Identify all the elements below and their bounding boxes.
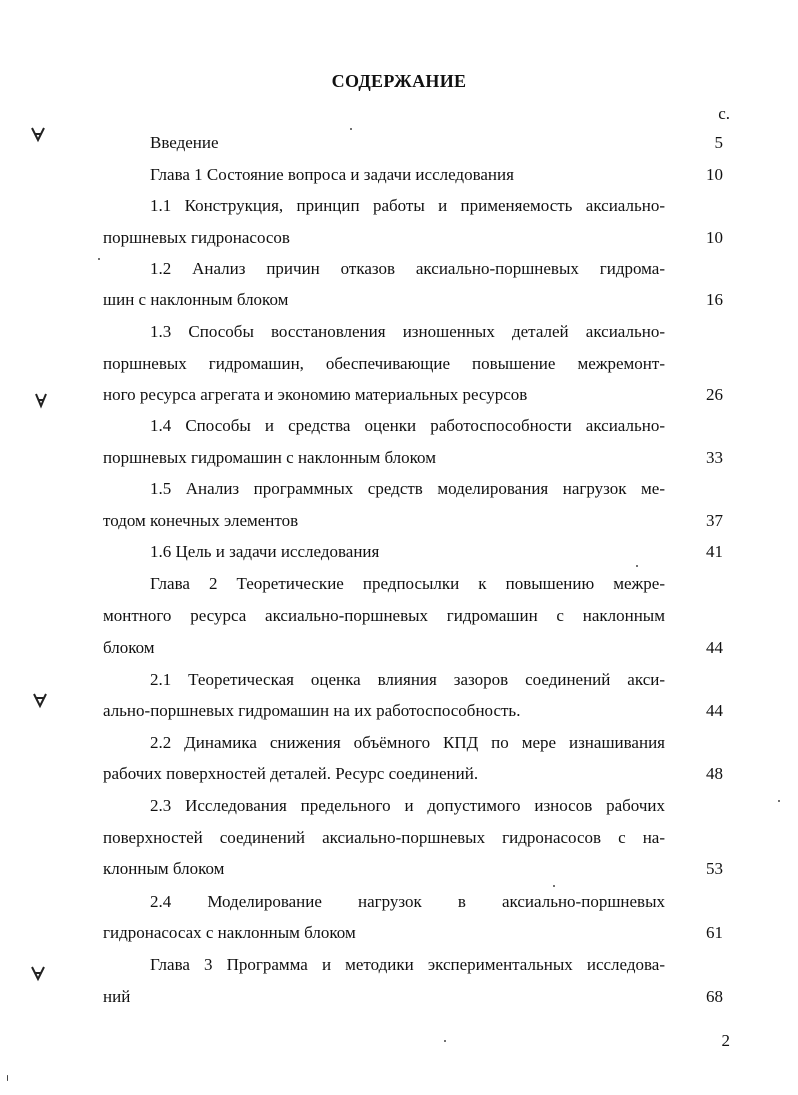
toc-entry-line: 2.2 Динамика снижения объёмного КПД по мере изнашивания	[150, 733, 665, 752]
toc-entry-line: блоком	[103, 638, 155, 657]
toc-entry-line: 1.5 Анализ программных средств моделирования нагрузок ме-	[150, 479, 665, 498]
toc-entry-line: поршневых гидромашин, обеспечивающие повышение межремонт-	[103, 354, 665, 373]
toc-entry-line: поршневых гидромашин с наклонным блоком	[103, 448, 436, 467]
toc-entry-line: 2.1 Теоретическая оценка влияния зазоров соединений акси-	[150, 670, 665, 689]
toc-page-number: 33	[706, 448, 723, 467]
toc-page-number: 44	[706, 638, 723, 657]
toc-entry-line: 1.3 Способы восстановления изношенных деталей аксиально-	[150, 322, 665, 341]
page-column-label: с.	[718, 104, 730, 123]
toc-entry-line: рабочих поверхностей деталей. Ресурс соединений.	[103, 764, 479, 783]
page-number: 2	[721, 1031, 730, 1050]
toc-entry-line: 1.1 Конструкция, принцип работы и применяемость аксиально-	[150, 196, 665, 215]
scan-speck	[553, 885, 555, 887]
toc-entry-line: ного ресурса агрегата и экономию материальных ресурсов	[103, 385, 528, 404]
scan-speck	[636, 565, 638, 567]
toc-entry-line: 2.3 Исследования предельного и допустимого износов рабочих	[150, 796, 665, 815]
toc-entry-line: поверхностей соединений аксиально-поршневых гидронасосов с на-	[103, 828, 665, 847]
scan-speck	[350, 128, 352, 130]
toc-entry-line: поршневых гидронасосов	[103, 228, 290, 247]
scan-speck	[778, 800, 780, 802]
toc-entry-line: гидронасосах с наклонным блоком	[103, 923, 356, 942]
toc-entry-line: Глава 1 Состояние вопроса и задачи исследования	[150, 165, 514, 184]
toc-page-number: 41	[706, 542, 723, 561]
toc-entry-line: тодом конечных элементов	[103, 511, 299, 530]
toc-page-number: 44	[706, 701, 723, 720]
toc-page-number: 10	[706, 165, 723, 184]
scan-speck	[7, 1075, 8, 1081]
toc-page-number: 48	[706, 764, 723, 783]
toc-entry-line: шин с наклонным блоком	[103, 290, 289, 309]
toc-page-number: 53	[706, 859, 723, 878]
toc-page-number: 26	[706, 385, 723, 404]
binding-hole-mark	[28, 963, 48, 987]
toc-page-number: 68	[706, 987, 723, 1006]
toc-entry-line: Глава 2 Теоретические предпосылки к повышению межре-	[150, 574, 665, 593]
toc-entry-line: 2.4 Моделирование нагрузок в аксиально-поршневых	[150, 892, 665, 911]
toc-page-number: 10	[706, 228, 723, 247]
toc-entry-line: монтного ресурса аксиально-поршневых гидромашин с наклонным	[103, 606, 665, 625]
toc-entry-line: 1.2 Анализ причин отказов аксиально-поршневых гидрома-	[150, 259, 665, 278]
scan-speck	[444, 1040, 446, 1042]
toc-entry-line: 1.4 Способы и средства оценки работоспособности аксиально-	[150, 416, 665, 435]
toc-page-number: 61	[706, 923, 723, 942]
toc-entry-line: ний	[103, 987, 131, 1006]
toc-page-number: 16	[706, 290, 723, 309]
page-title: СОДЕРЖАНИЕ	[331, 71, 467, 91]
toc-entry-line: клонным блоком	[103, 859, 225, 878]
binding-hole-mark	[30, 690, 50, 714]
scan-speck	[98, 258, 100, 260]
binding-hole-mark	[33, 391, 49, 413]
toc-page-number: 5	[714, 133, 723, 152]
toc-page-number: 37	[706, 511, 723, 530]
toc-entry-line: ально-поршневых гидромашин на их работоспособность.	[103, 701, 521, 720]
binding-hole-mark	[28, 124, 48, 148]
toc-entry-line: 1.6 Цель и задачи исследования	[150, 542, 380, 561]
toc-entry-line: Глава 3 Программа и методики экспериментальных исследова-	[150, 955, 665, 974]
toc-entry-line: Введение	[150, 133, 219, 152]
